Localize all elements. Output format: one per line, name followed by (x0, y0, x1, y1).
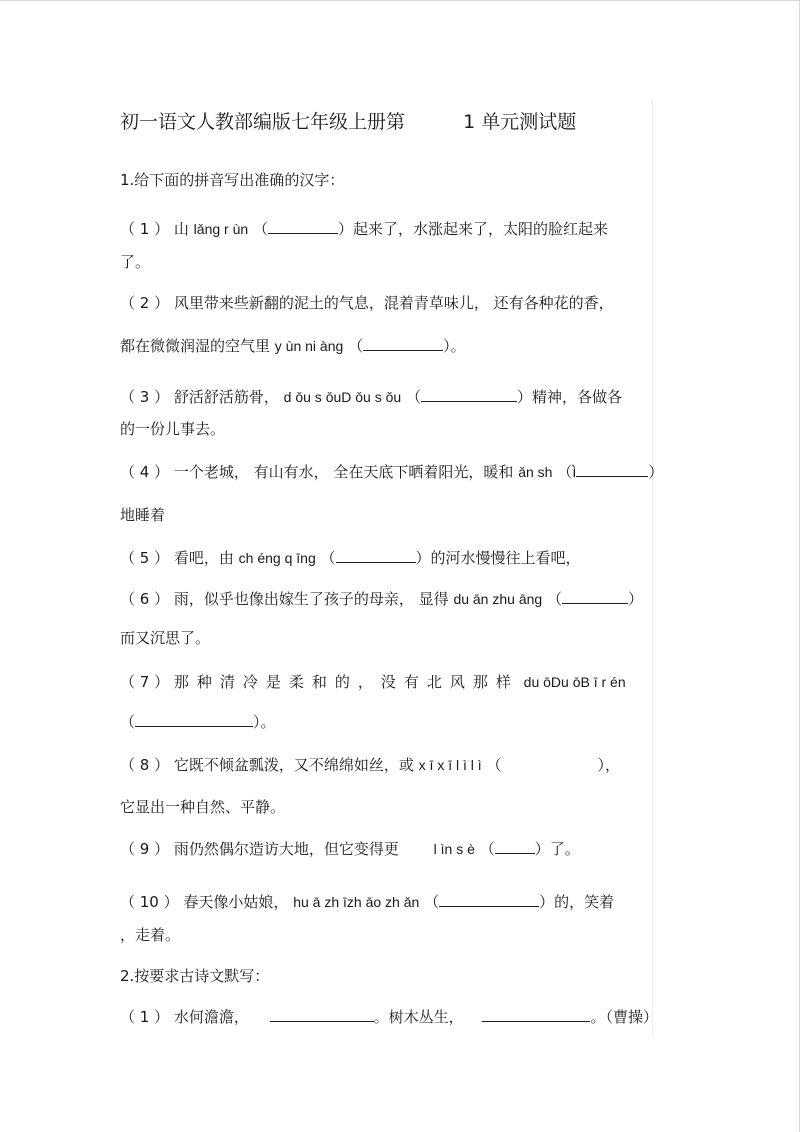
question-5 (120, 548, 581, 568)
question-9 (120, 839, 580, 859)
question-text: 雨，似乎也像出嫁生了孩子的母亲， 显得 (173, 590, 449, 608)
question-1-cont: 了。 (120, 253, 151, 271)
question-4-cont: 地睡着 (120, 506, 166, 524)
answer-blank[interactable] (482, 1008, 590, 1022)
answer-blank[interactable] (495, 840, 535, 854)
answer-blank[interactable] (270, 1008, 374, 1022)
question-text: 了。 (549, 840, 580, 858)
section-2-heading: 2.按要求古诗文默写： (120, 967, 270, 985)
question-4 (120, 462, 663, 482)
question-text: 水何澹澹， (173, 1008, 249, 1026)
answer-blank[interactable] (562, 590, 628, 604)
question-8-cont: 它显出一种自然、平静。 (120, 798, 286, 816)
question-10-cont: ，走着。 (120, 926, 181, 944)
pinyin: l ìn s è (433, 841, 475, 857)
question-1 (120, 219, 608, 239)
question-text: 它既不倾盆瓢泼，又不绵绵如丝，或 (173, 756, 414, 774)
question-number: （ 9 ） (120, 840, 170, 858)
pinyin: x ī x ī l ì l ì (418, 757, 482, 773)
answer-blank[interactable] (439, 893, 539, 907)
answer-blank[interactable] (576, 463, 648, 477)
question-number: （ 4 ） (120, 463, 170, 481)
question-text: 的，笑着 (554, 893, 615, 911)
paren-open: （ (479, 840, 495, 858)
question-6 (120, 589, 643, 609)
question-text: 春天像小姑娘， (183, 893, 289, 911)
poem-question-1 (120, 1007, 658, 1027)
pinyin: y ùn ni àng (274, 338, 344, 354)
paren-open: （ì (557, 463, 577, 481)
paren-close: ） (648, 463, 664, 481)
question-7 (120, 672, 626, 692)
question-7-cont (120, 712, 276, 732)
question-number: （ 8 ） (120, 756, 170, 774)
paren-open: （ (424, 893, 440, 911)
pinyin: ǎn sh (518, 464, 553, 480)
section-1-heading: 1.给下面的拼音写出准确的汉字： (120, 171, 345, 189)
paren-close: ） (337, 220, 353, 238)
paren-open: （ (252, 220, 268, 238)
question-text: 看吧，由 (173, 549, 234, 567)
paren-open: （ (348, 337, 364, 355)
page-margin-line (652, 100, 653, 1035)
paren-close: ） (517, 388, 533, 406)
paren-close: ）， (597, 756, 620, 774)
answer-blank[interactable] (363, 337, 443, 351)
pinyin: d ǒu s ǒuD ǒu s ǒu (283, 389, 402, 405)
paren-close: ） (443, 337, 451, 355)
title-right: 1 单元测试题 (463, 111, 577, 133)
paren-close: ） (253, 713, 261, 731)
answer-blank[interactable] (135, 713, 253, 727)
question-number: （ 3 ） (120, 388, 170, 406)
paren-close: ） (534, 840, 550, 858)
question-text: 起来了，水涨起来了，太阳的脸红起来 (352, 220, 608, 238)
answer-blank[interactable] (336, 549, 416, 563)
question-2-cont (120, 336, 466, 356)
question-6-cont: 而又沉思了。 (120, 629, 211, 647)
paren-open: （ (405, 388, 421, 406)
pinyin: du ōDu ōB ī r én (523, 674, 626, 690)
question-3 (120, 387, 622, 407)
answer-blank[interactable] (421, 388, 517, 402)
paren-close: ） (539, 893, 555, 911)
question-number: （ 6 ） (120, 590, 170, 608)
question-text: 都在微微润湿的空气里 (120, 337, 271, 355)
question-number: （ 7 ） (120, 673, 170, 691)
question-number: （ 10 ） (120, 893, 179, 911)
page-title (120, 112, 576, 132)
question-number: （ 1 ） (120, 220, 170, 238)
question-text: 。（曹操） (590, 1008, 658, 1026)
question-text: 风里带来些新翻的泥土的气息，混着青草味儿， 还有各种花的香， (173, 294, 614, 312)
question-8 (120, 755, 620, 775)
answer-blank[interactable] (268, 220, 338, 234)
question-text: 山 (173, 220, 189, 238)
pinyin: ch éng q īng (238, 550, 316, 566)
pinyin: hu ā zh īzh āo zh ǎn (293, 894, 420, 910)
question-text: 。 (260, 713, 276, 731)
question-10 (120, 892, 614, 912)
question-2 (120, 293, 614, 313)
question-3-cont: 的一份儿事去。 (120, 420, 226, 438)
question-text: 。树木丛生， (373, 1008, 464, 1026)
paren-open: （ (120, 713, 136, 731)
question-text: 精神，各做各 (532, 388, 623, 406)
question-text: 的河水慢慢往上看吧， (430, 549, 581, 567)
paren-close: ） (627, 590, 643, 608)
title-left: 初一语文人教部编版七年级上册第 (120, 111, 406, 133)
paren-open: （ (320, 549, 336, 567)
question-text: 雨仍然偶尔造访大地，但它变得更 (173, 840, 399, 858)
question-number: （ 5 ） (120, 549, 170, 567)
paren-close: ） (415, 549, 431, 567)
question-number: （ 2 ） (120, 294, 170, 312)
paren-open: （ (486, 756, 502, 774)
pinyin: du ān zhu āng (453, 591, 543, 607)
paren-open: （ (546, 590, 562, 608)
question-text: 一个老城， 有山有水， 全在天底下晒着阳光，暖和 (173, 463, 514, 481)
question-number: （ 1 ） (120, 1008, 170, 1026)
question-text: 舒活舒活筋骨， (173, 388, 279, 406)
pinyin: lǎng r ùn (193, 221, 249, 237)
question-text: 。 (450, 337, 466, 355)
question-text: 那种清冷是柔和的，没有北风那样 (173, 673, 519, 691)
page-border-top (0, 0, 800, 1)
